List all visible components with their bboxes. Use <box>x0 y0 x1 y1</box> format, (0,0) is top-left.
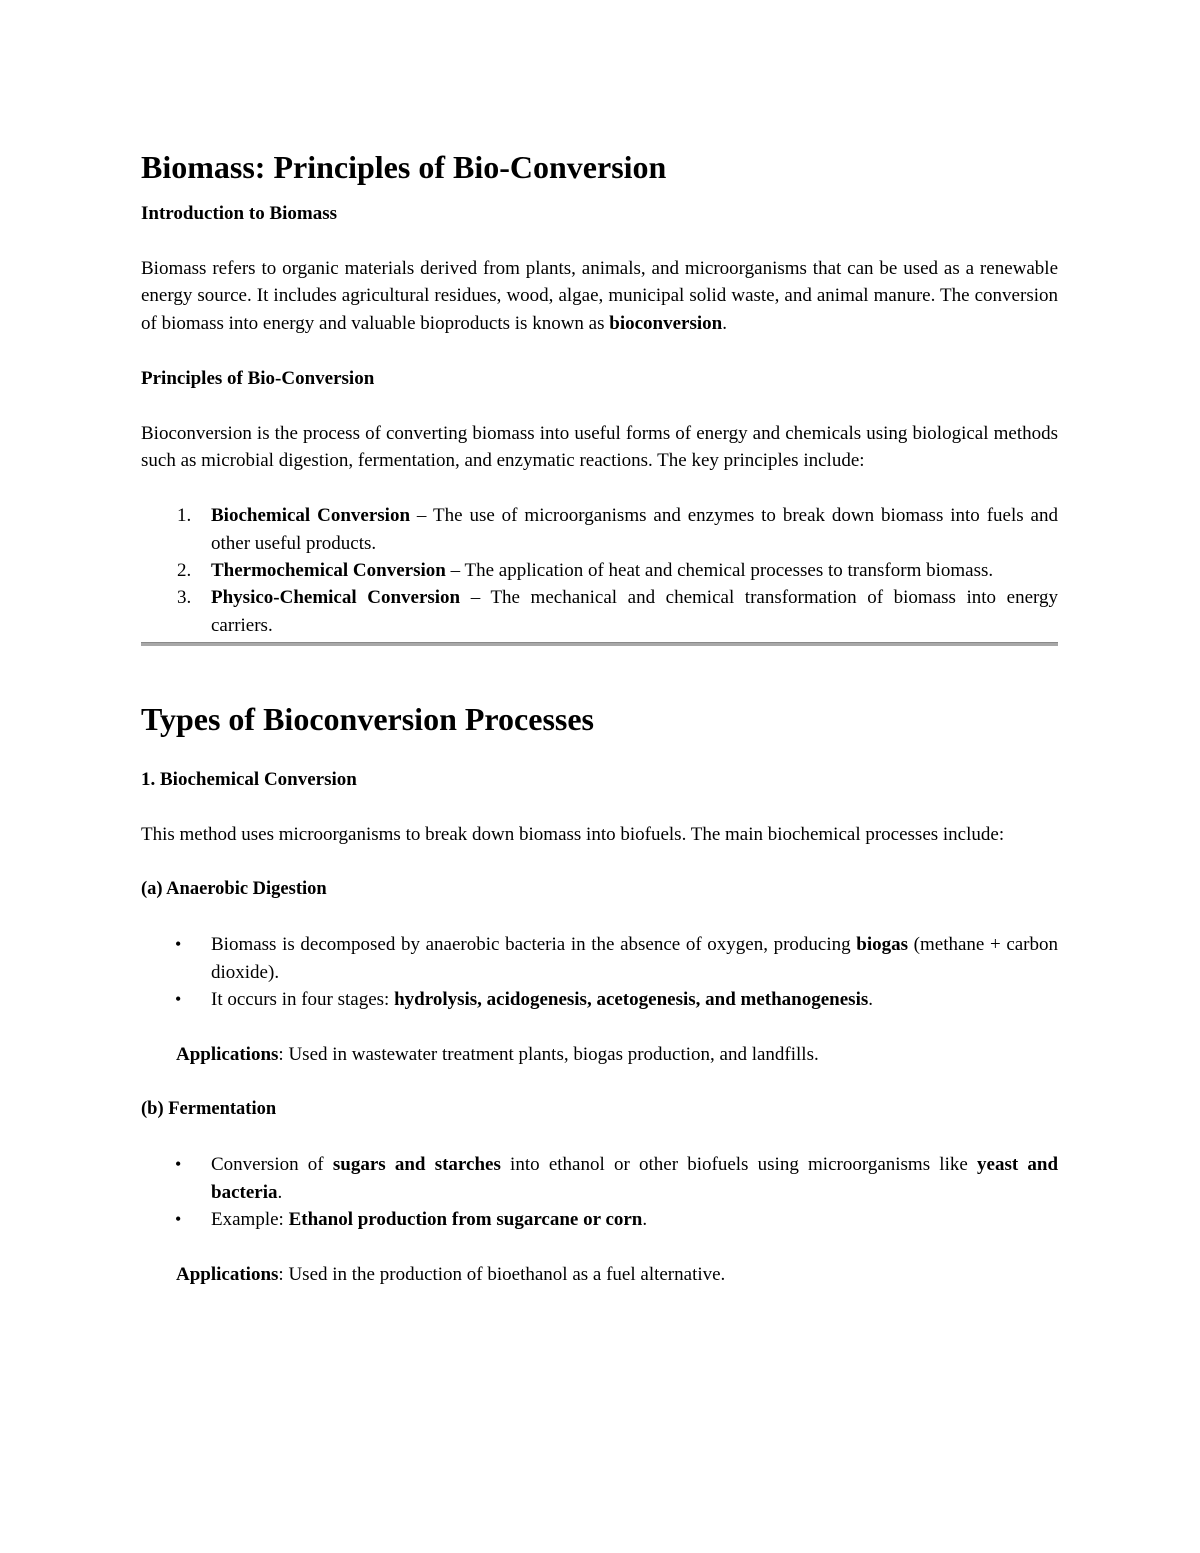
fermentation-applications <box>141 1261 1058 1288</box>
bullet-bold: Ethanol production from sugarcane or corn <box>288 1209 643 1231</box>
spacer <box>141 337 1058 365</box>
spacer <box>141 1123 1058 1151</box>
spacer <box>141 1068 1058 1096</box>
list-number: 3. <box>177 587 192 609</box>
subsection-heading: 1. Biochemical Conversion <box>141 768 357 790</box>
bullet-icon: • <box>175 1154 182 1175</box>
intro-bold-term: bioconversion <box>609 312 723 334</box>
bullet-text: It occurs in four stages: <box>211 988 395 1010</box>
bullet-text: . <box>277 1181 283 1203</box>
list-number: 2. <box>177 560 192 582</box>
section-title: Types of Bioconversion Processes <box>141 700 594 737</box>
document-page <box>141 140 1058 1289</box>
spacer <box>141 1013 1058 1041</box>
intro-end: . <box>722 312 727 334</box>
applications-text: : Used in the production of bioethanol as a fuel alternative. <box>278 1264 726 1286</box>
bullet-text: . <box>642 1209 648 1231</box>
list-item <box>141 502 1058 557</box>
list-term: Biochemical Conversion <box>211 505 411 527</box>
spacer <box>141 1233 1058 1261</box>
list-item <box>141 931 1058 986</box>
fermentation-list <box>141 1151 1058 1233</box>
subsection-paragraph: This method uses microorganisms to break down biomass into biofuels. The main biochemical processes include: <box>141 823 1005 845</box>
bullet-icon: • <box>175 934 182 955</box>
anaerobic-applications <box>141 1041 1058 1068</box>
list-item <box>141 557 1058 584</box>
anaerobic-list <box>141 931 1058 1013</box>
list-item <box>141 1151 1058 1206</box>
spacer <box>141 474 1058 502</box>
bullet-text: Biomass is decomposed by anaerobic bacteria in the absence of oxygen, producing <box>211 934 857 956</box>
bullet-text: Example: <box>211 1209 289 1231</box>
list-number: 1. <box>177 505 192 527</box>
list-term: Thermochemical Conversion <box>211 560 446 582</box>
bullet-text: (methane + carbon dioxide). <box>211 934 1059 983</box>
fermentation-heading: (b) Fermentation <box>141 1099 277 1120</box>
list-item <box>141 584 1058 639</box>
principles-list <box>141 502 1058 638</box>
list-desc: – The mechanical and chemical transformation of biomass into energy carriers. <box>211 587 1058 636</box>
applications-text: : Used in wastewater treatment plants, biogas production, and landfills. <box>278 1044 819 1066</box>
list-desc: – The use of microorganisms and enzymes to break down biomass into fuels and other useful products. <box>211 505 1058 554</box>
applications-label: Applications <box>176 1044 279 1066</box>
list-term: Physico-Chemical Conversion <box>211 587 461 609</box>
bullet-text: Conversion of <box>211 1154 333 1176</box>
spacer <box>141 646 1058 692</box>
bullet-icon: • <box>175 988 182 1009</box>
bullet-bold: yeast and bacteria <box>211 1154 1059 1203</box>
spacer <box>141 392 1058 420</box>
spacer <box>141 793 1058 821</box>
spacer <box>141 848 1058 876</box>
intro-heading: Introduction to Biomass <box>141 203 338 224</box>
intro-paragraph <box>141 255 1058 337</box>
spacer <box>141 903 1058 931</box>
bullet-text: into ethanol or other biofuels using microorganisms like <box>500 1154 978 1176</box>
bullet-text: . <box>868 988 873 1010</box>
spacer <box>141 227 1058 255</box>
spacer <box>141 746 1058 766</box>
applications-label: Applications <box>176 1264 279 1286</box>
anaerobic-heading: (a) Anaerobic Digestion <box>141 879 327 900</box>
intro-text: Biomass refers to organic materials derived from plants, animals, and microorganisms that can be used as a renewable energy source. It includes agricultural residues, wood, algae, municipal solid waste, and animal manure. The conversion of biomass into energy and valuable bioproducts is known as <box>141 258 1058 334</box>
list-desc: – The application of heat and chemical processes to transform biomass. <box>445 560 994 582</box>
principles-heading: Principles of Bio-Conversion <box>141 367 375 389</box>
document-title: Biomass: Principles of Bio-Conversion <box>141 149 667 185</box>
bullet-bold: biogas <box>856 934 909 956</box>
list-item <box>141 1206 1058 1233</box>
principles-paragraph: Bioconversion is the process of converting biomass into useful forms of energy and chemicals using biological methods such as microbial digestion, fermentation, and enzymatic reactions. The key principles include: <box>141 422 1058 472</box>
bullet-icon: • <box>175 1209 182 1230</box>
list-item <box>141 986 1058 1013</box>
bullet-bold: hydrolysis, acidogenesis, acetogenesis, and methanogenesis <box>394 988 869 1010</box>
bullet-bold: sugars and starches <box>332 1154 501 1176</box>
